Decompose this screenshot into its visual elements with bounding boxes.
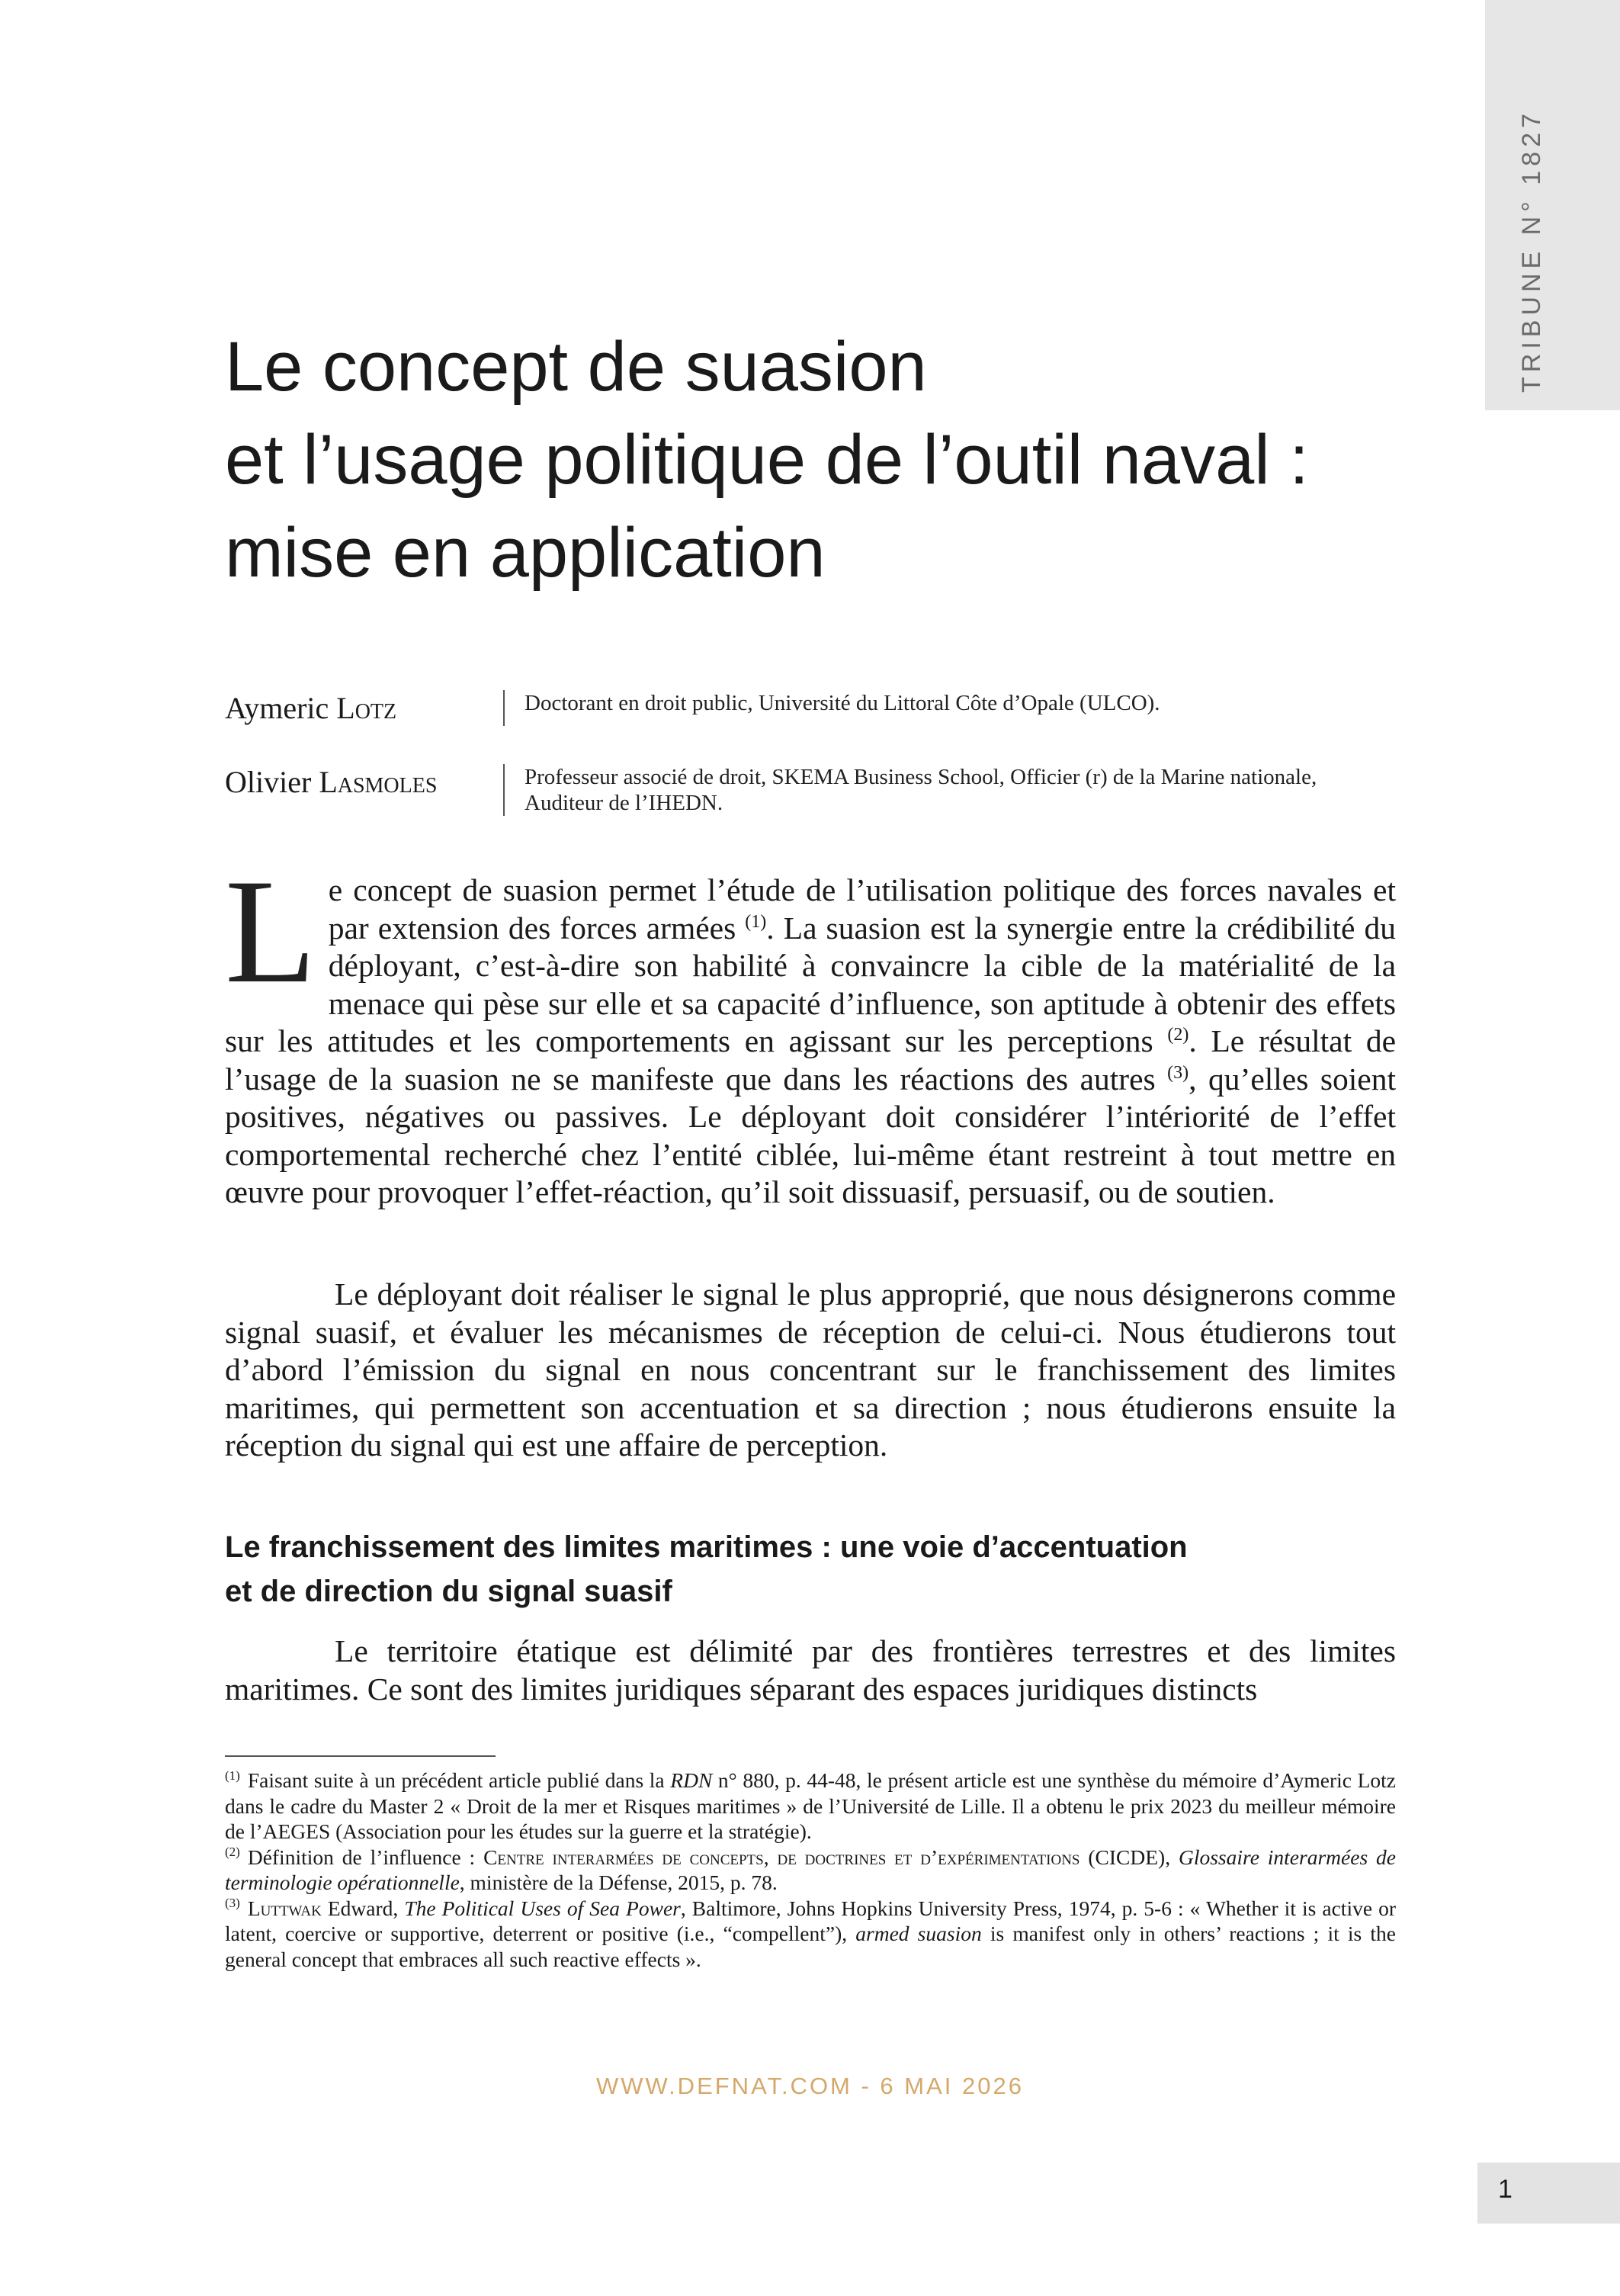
page-number: 1 — [1498, 2175, 1513, 2204]
footnote-ref[interactable]: (2) — [1167, 1025, 1189, 1045]
drop-cap: L — [225, 849, 316, 1014]
footnote-1: $^{(1)}$ Faisant suite à un précédent article publié dans la RDN n° 880, p. 44-48, le présent article est une synthèse du mémoire d’Aymeric Lotz dans le cadre du Master 2 « Droit de la mer et Risques maritimes » de l’Université de Lille. Il a obtenu le prix 2023 du meilleur mémoire de l’AEGES (Association pour les études sur la guerre et la stratégie). — [225, 1768, 1396, 1843]
article-title — [225, 320, 1445, 599]
footer-url[interactable]: WWW.DEFNAT.COM - 6 MAI 2026 — [596, 2073, 1024, 2099]
footnote-divider — [225, 1755, 496, 1757]
footnote-2: $^{(2)}$ Définition de l’influence : Centre interarmées de concepts, de doctrines et d’expérimentations (CICDE), Glossaire interarmées de terminologie opérationnelle, ministère de la Défense, 2015, p. 78. — [225, 1845, 1396, 1894]
intro-paragraph: Le concept de suasion permet l’étude de l’utilisation politique des forces navales et par extension des forces armées $^{(1)}$. La suasion est la synergie entre la crédibilité du déployant, c’est-à-dire son habilité à convaincre la cible de la matérialité de la menace qui pèse sur elle et sa capacité d’influence, son aptitude à obtenir des effets sur les attitudes et les comportements en agissant sur les perceptions $^{(2)}$. Le résultat de l’usage de la suasion ne se manifeste que dans les réactions des autres $^{(3)}$, qu’elles soient positives, négatives ou passives. Le déployant doit considérer l’intériorité de l’effet comportemental recherché chez l’entité ciblée, lui-même étant restreint à tout mettre en œuvre pour provoquer l’effet-réaction, qu’il soit dissuasif, persuasif, ou de soutien. — [225, 849, 1397, 1209]
author-row-lasmoles — [225, 764, 1399, 816]
tribune-number-label: TRIBUNE N° 1827 — [1517, 109, 1546, 393]
author-row-lotz — [225, 690, 1399, 726]
section-heading: Le franchissement des limites maritimes : une voie d’accentuation et de direction du signal suasif — [225, 1530, 1188, 1608]
paragraph-3: Le territoire étatique est délimité par des frontières terrestres et des limites maritimes. Ce sont des limites juridiques séparant des espaces juridiques distincts — [225, 1633, 1396, 1707]
tribune-tab — [1485, 0, 1620, 410]
footnote-ref[interactable]: (1) — [745, 911, 767, 932]
footnotes — [225, 1768, 1396, 1972]
footnote-ref[interactable]: (3) — [1167, 1062, 1189, 1083]
title-line-2: et l’usage politique de l’outil naval : — [225, 421, 1309, 499]
title-line-3: mise en application — [225, 514, 826, 592]
paragraph-2: Le déployant doit réaliser le signal le plus approprié, que nous désignerons comme signal suasif, et évaluer les mécanismes de réception de celui-ci. Nous étudierons tout d’abord l’émission du signal en nous concentrant sur le franchissement des limites maritimes, qui permettent son accentuation et sa direction ; nous étudierons ensuite la réception du signal qui est une affaire de perception. — [225, 1276, 1396, 1463]
author-name: Olivier Lasmoles — [225, 765, 438, 799]
author-name: Aymeric Lotz — [225, 691, 397, 725]
author-affiliation: Doctorant en droit public, Université du Littoral Côte d’Opale (ULCO). — [503, 690, 1399, 726]
title-line-1: Le concept de suasion — [225, 328, 927, 406]
footnote-3: $^{(3)}$ Luttwak Edward, The Political Uses of Sea Power, Baltimore, Johns Hopkins University Press, 1974, p. 5-6 : « Whether it is active or latent, coercive or supportive, deterrent or positive (i.e., “compellent”), armed suasion is manifest only in others’ reactions ; it is the general concept that embraces all such reactive effects ». — [225, 1896, 1396, 1971]
author-affiliation: Professeur associé de droit, SKEMA Business School, Officier (r) de la Marine nationale, Auditeur de l’IHEDN. — [503, 764, 1399, 816]
